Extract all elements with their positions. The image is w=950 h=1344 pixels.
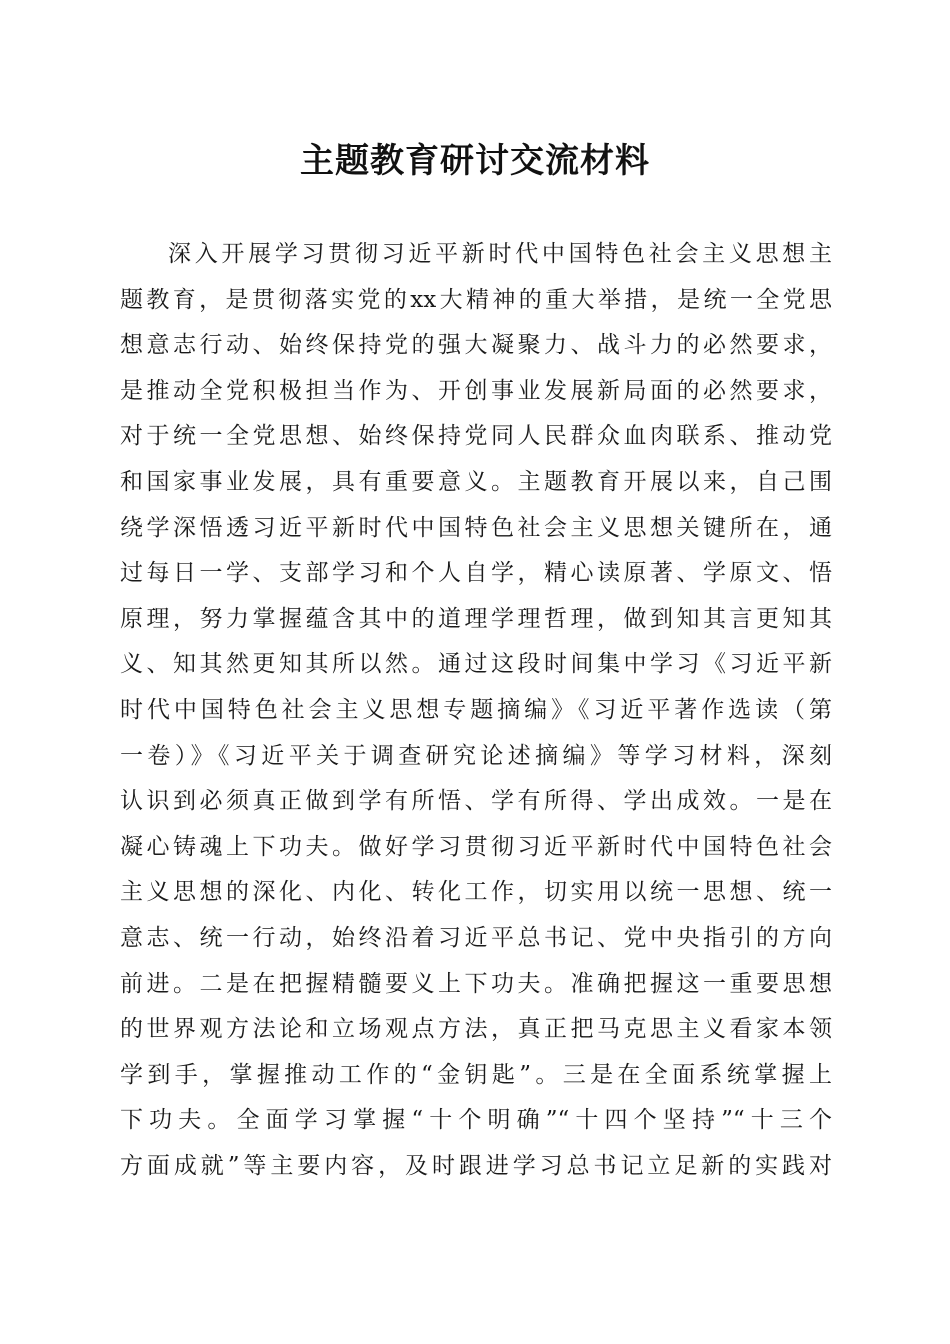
body-line: 一卷）》《习近平关于调查研究论述摘编》等学习材料，深刻 (120, 742, 832, 769)
body-line: 义、知其然更知其所以然。通过这段时间集中学习《习近平新 (120, 651, 832, 678)
document-body (120, 232, 832, 1189)
body-line: 前进。二是在把握精髓要义上下功夫。准确把握这一重要思想 (120, 970, 832, 997)
body-line: 意志、统一行动，始终沿着习近平总书记、党中央指引的方向 (120, 924, 832, 951)
body-line: 原理，努力掌握蕴含其中的道理学理哲理，做到知其言更知其 (120, 605, 832, 632)
body-line: 下功夫。全面学习掌握“十个明确”“十四个坚持”“十三个 (120, 1107, 832, 1134)
body-line: 的世界观方法论和立场观点方法，真正把马克思主义看家本领 (120, 1016, 832, 1043)
body-line: 是推动全党积极担当作为、开创事业发展新局面的必然要求， (120, 377, 832, 404)
body-line: 深入开展学习贯彻习近平新时代中国特色社会主义思想主 (168, 241, 832, 267)
body-line: 主义思想的深化、内化、转化工作，切实用以统一思想、统一 (120, 879, 832, 906)
body-line: 想意志行动、始终保持党的强大凝聚力、战斗力的必然要求， (120, 332, 832, 359)
body-line: 学到手，掌握推动工作的“金钥匙”。三是在全面系统掌握上 (120, 1061, 832, 1088)
body-line: 认识到必须真正做到学有所悟、学有所得、学出成效。一是在 (120, 788, 832, 815)
body-line: 凝心铸魂上下功夫。做好学习贯彻习近平新时代中国特色社会 (120, 833, 832, 860)
body-line: 绕学深悟透习近平新时代中国特色社会主义思想关键所在，通 (120, 514, 832, 541)
body-line: 时代中国特色社会主义思想专题摘编》《习近平著作选读（第 (120, 696, 832, 723)
body-line: 对于统一全党思想、始终保持党同人民群众血肉联系、推动党 (120, 423, 832, 450)
body-line: 方面成就”等主要内容，及时跟进学习总书记立足新的实践对 (120, 1152, 832, 1179)
body-line: 过每日一学、支部学习和个人自学，精心读原著、学原文、悟 (120, 560, 832, 587)
body-line: 题教育，是贯彻落实党的xx大精神的重大举措，是统一全党思 (120, 286, 832, 313)
document-title: 主题教育研讨交流材料 (300, 141, 650, 181)
body-line: 和国家事业发展，具有重要意义。主题教育开展以来，自己围 (120, 468, 832, 495)
